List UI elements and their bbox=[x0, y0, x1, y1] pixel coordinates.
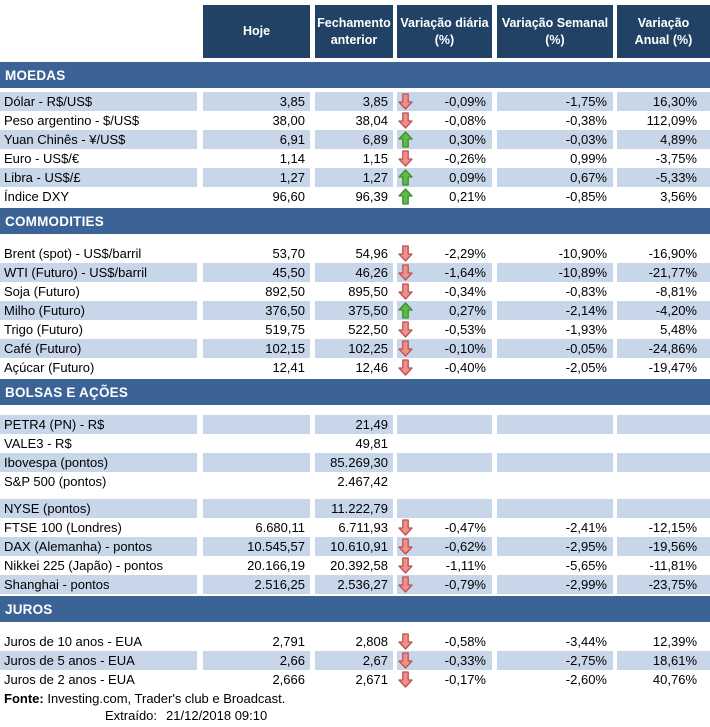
table-row bbox=[0, 149, 710, 168]
up-arrow-icon bbox=[397, 131, 413, 148]
table-row bbox=[0, 130, 710, 149]
variacao-diaria-value: -0,08% bbox=[444, 113, 486, 128]
variacao-diaria-value: 0,21% bbox=[449, 189, 486, 204]
table-row bbox=[0, 244, 710, 263]
variacao-diaria-value: -0,34% bbox=[444, 284, 486, 299]
cell-fechamento-anterior: 1,27 bbox=[310, 168, 393, 187]
cell-variacao-diaria bbox=[393, 537, 492, 556]
variacao-diaria-value: -0,09% bbox=[444, 94, 486, 109]
cell-hoje: 3,85 bbox=[197, 92, 310, 111]
cell-variacao-semanal: -0,03% bbox=[492, 130, 613, 149]
row-label: Trigo (Futuro) bbox=[4, 322, 83, 337]
table-row bbox=[0, 670, 710, 689]
variacao-diaria-value: -0,26% bbox=[444, 151, 486, 166]
cell-variacao-diaria bbox=[393, 320, 492, 339]
cell-hoje bbox=[197, 472, 310, 491]
cell-variacao-semanal: -0,05% bbox=[492, 339, 613, 358]
cell-fechamento-anterior: 12,46 bbox=[310, 358, 393, 377]
cell-fechamento-anterior: 20.392,58 bbox=[310, 556, 393, 575]
cell-variacao-diaria bbox=[393, 111, 492, 130]
table-row bbox=[0, 499, 710, 518]
row-label: Dólar - R$/US$ bbox=[0, 92, 197, 111]
down-arrow-icon bbox=[397, 283, 413, 300]
down-arrow-icon bbox=[397, 340, 413, 357]
cell-variacao-anual: -4,20% bbox=[613, 301, 710, 320]
row-label: NYSE (pontos) bbox=[0, 499, 197, 518]
cell-variacao-diaria bbox=[393, 434, 492, 453]
table-row bbox=[0, 556, 710, 575]
table-row bbox=[0, 111, 710, 130]
cell-variacao-diaria bbox=[393, 149, 492, 168]
down-arrow-icon bbox=[397, 93, 413, 110]
table-body bbox=[0, 62, 710, 689]
cell-variacao-semanal: -2,14% bbox=[492, 301, 613, 320]
cell-variacao-anual bbox=[613, 415, 710, 434]
up-arrow-icon bbox=[397, 302, 413, 319]
cell-variacao-anual: 12,39% bbox=[613, 632, 710, 651]
table-row bbox=[0, 453, 710, 472]
row-label: FTSE 100 (Londres) bbox=[4, 520, 122, 535]
cell-fechamento-anterior: 2,671 bbox=[310, 670, 393, 689]
down-arrow-icon bbox=[397, 671, 413, 688]
cell-variacao-anual: 4,89% bbox=[613, 130, 710, 149]
cell-hoje: 12,41 bbox=[197, 358, 310, 377]
cell-variacao-diaria bbox=[393, 244, 492, 263]
cell-variacao-diaria bbox=[393, 472, 492, 491]
cell-variacao-diaria bbox=[393, 575, 492, 594]
row-label: WTI (Futuro) - US$/barril bbox=[0, 263, 197, 282]
variacao-diaria-value: -0,62% bbox=[444, 539, 486, 554]
table-row bbox=[0, 575, 710, 594]
cell-fechamento-anterior: 85.269,30 bbox=[310, 453, 393, 472]
variacao-diaria-value: -0,47% bbox=[444, 520, 486, 535]
cell-fechamento-anterior: 2.467,42 bbox=[310, 472, 393, 491]
cell-variacao-diaria bbox=[393, 130, 492, 149]
cell-hoje: 102,15 bbox=[197, 339, 310, 358]
cell-variacao-semanal bbox=[492, 472, 613, 491]
column-header-fechamento-anterior: Fechamento anterior bbox=[310, 5, 393, 58]
cell-fechamento-anterior: 46,26 bbox=[310, 263, 393, 282]
cell-variacao-semanal: -10,89% bbox=[492, 263, 613, 282]
row-label: Soja (Futuro) bbox=[4, 284, 80, 299]
cell-variacao-diaria bbox=[393, 168, 492, 187]
cell-variacao-semanal: -2,05% bbox=[492, 358, 613, 377]
cell-hoje: 20.166,19 bbox=[197, 556, 310, 575]
cell-hoje: 2,791 bbox=[197, 632, 310, 651]
table-row bbox=[0, 651, 710, 670]
row-label: Juros de 5 anos - EUA bbox=[0, 651, 197, 670]
variacao-diaria-value: -0,10% bbox=[444, 341, 486, 356]
row-label: Café (Futuro) bbox=[0, 339, 197, 358]
variacao-diaria-value: -0,58% bbox=[444, 634, 486, 649]
cell-hoje: 38,00 bbox=[197, 111, 310, 130]
cell-variacao-anual: -3,75% bbox=[613, 149, 710, 168]
down-arrow-icon bbox=[397, 633, 413, 650]
cell-variacao-semanal: -2,60% bbox=[492, 670, 613, 689]
cell-variacao-semanal: -0,85% bbox=[492, 187, 613, 206]
variacao-diaria-value: 0,27% bbox=[449, 303, 486, 318]
row-label: Libra - US$/£ bbox=[0, 168, 197, 187]
section-header-commodities: COMMODITIES bbox=[0, 208, 710, 234]
down-arrow-icon bbox=[397, 359, 413, 376]
cell-variacao-anual: -23,75% bbox=[613, 575, 710, 594]
cell-variacao-semanal: -10,90% bbox=[492, 244, 613, 263]
row-label: Índice DXY bbox=[4, 189, 70, 204]
cell-variacao-diaria bbox=[393, 339, 492, 358]
row-label: Yuan Chinês - ¥/US$ bbox=[0, 130, 197, 149]
table-header bbox=[0, 5, 710, 58]
cell-hoje: 2,666 bbox=[197, 670, 310, 689]
down-arrow-icon bbox=[397, 112, 413, 129]
cell-fechamento-anterior: 49,81 bbox=[310, 434, 393, 453]
variacao-diaria-value: -0,53% bbox=[444, 322, 486, 337]
table-row bbox=[0, 187, 710, 206]
cell-fechamento-anterior: 6.711,93 bbox=[310, 518, 393, 537]
cell-hoje bbox=[197, 453, 310, 472]
row-label: Milho (Futuro) bbox=[0, 301, 197, 320]
table-row bbox=[0, 358, 710, 377]
row-label: Juros de 2 anos - EUA bbox=[4, 672, 135, 687]
cell-variacao-anual: 3,56% bbox=[613, 187, 710, 206]
cell-variacao-anual bbox=[613, 499, 710, 518]
cell-variacao-anual: 16,30% bbox=[613, 92, 710, 111]
cell-hoje: 2.516,25 bbox=[197, 575, 310, 594]
source-label: Fonte: bbox=[4, 691, 44, 706]
cell-hoje: 10.545,57 bbox=[197, 537, 310, 556]
cell-variacao-diaria bbox=[393, 282, 492, 301]
row-label: Juros de 10 anos - EUA bbox=[4, 634, 143, 649]
down-arrow-icon bbox=[397, 245, 413, 262]
cell-fechamento-anterior: 96,39 bbox=[310, 187, 393, 206]
table-footer bbox=[0, 690, 710, 724]
table-row bbox=[0, 415, 710, 434]
cell-variacao-diaria bbox=[393, 187, 492, 206]
cell-variacao-diaria bbox=[393, 415, 492, 434]
cell-variacao-anual: -19,56% bbox=[613, 537, 710, 556]
cell-fechamento-anterior: 375,50 bbox=[310, 301, 393, 320]
extracted-line bbox=[0, 707, 710, 724]
cell-hoje: 45,50 bbox=[197, 263, 310, 282]
table-row bbox=[0, 282, 710, 301]
cell-variacao-semanal bbox=[492, 434, 613, 453]
cell-variacao-anual: -16,90% bbox=[613, 244, 710, 263]
cell-variacao-semanal: -3,44% bbox=[492, 632, 613, 651]
table-row bbox=[0, 472, 710, 491]
column-header-variacao-anual: Variação Anual (%) bbox=[613, 5, 710, 58]
down-arrow-icon bbox=[397, 519, 413, 536]
cell-variacao-semanal: -2,75% bbox=[492, 651, 613, 670]
cell-variacao-anual: 112,09% bbox=[613, 111, 710, 130]
section-header-bolsas-e-acoes: BOLSAS E AÇÕES bbox=[0, 379, 710, 405]
cell-variacao-anual bbox=[613, 453, 710, 472]
row-label: Peso argentino - $/US$ bbox=[4, 113, 140, 128]
cell-variacao-anual bbox=[613, 434, 710, 453]
cell-fechamento-anterior: 895,50 bbox=[310, 282, 393, 301]
cell-fechamento-anterior: 6,89 bbox=[310, 130, 393, 149]
cell-variacao-anual: -5,33% bbox=[613, 168, 710, 187]
cell-variacao-anual: -8,81% bbox=[613, 282, 710, 301]
extracted-timestamp: 21/12/2018 09:10 bbox=[166, 708, 268, 723]
cell-hoje: 1,27 bbox=[197, 168, 310, 187]
cell-variacao-semanal bbox=[492, 499, 613, 518]
row-label: VALE3 - R$ bbox=[4, 436, 72, 451]
cell-variacao-anual: -21,77% bbox=[613, 263, 710, 282]
cell-variacao-anual: 18,61% bbox=[613, 651, 710, 670]
cell-hoje: 53,70 bbox=[197, 244, 310, 263]
cell-variacao-semanal: -0,38% bbox=[492, 111, 613, 130]
row-label: Brent (spot) - US$/barril bbox=[4, 246, 142, 261]
cell-hoje: 6,91 bbox=[197, 130, 310, 149]
table-row bbox=[0, 339, 710, 358]
cell-variacao-diaria bbox=[393, 670, 492, 689]
cell-variacao-semanal: -1,93% bbox=[492, 320, 613, 339]
cell-variacao-semanal: -5,65% bbox=[492, 556, 613, 575]
variacao-diaria-value: -1,64% bbox=[444, 265, 486, 280]
cell-variacao-semanal bbox=[492, 415, 613, 434]
cell-variacao-diaria bbox=[393, 263, 492, 282]
cell-variacao-semanal bbox=[492, 453, 613, 472]
cell-hoje: 376,50 bbox=[197, 301, 310, 320]
row-label: Shanghai - pontos bbox=[0, 575, 197, 594]
cell-variacao-diaria bbox=[393, 518, 492, 537]
variacao-diaria-value: 0,30% bbox=[449, 132, 486, 147]
row-label: DAX (Alemanha) - pontos bbox=[0, 537, 197, 556]
cell-hoje bbox=[197, 415, 310, 434]
row-label: Euro - US$/€ bbox=[4, 151, 80, 166]
column-header-variacao-semanal: Variação Semanal (%) bbox=[492, 5, 613, 58]
cell-variacao-anual: 40,76% bbox=[613, 670, 710, 689]
cell-variacao-diaria bbox=[393, 556, 492, 575]
cell-fechamento-anterior: 2.536,27 bbox=[310, 575, 393, 594]
down-arrow-icon bbox=[397, 321, 413, 338]
cell-variacao-anual: -24,86% bbox=[613, 339, 710, 358]
variacao-diaria-value: 0,09% bbox=[449, 170, 486, 185]
table-row bbox=[0, 518, 710, 537]
section-header-juros: JUROS bbox=[0, 596, 710, 622]
cell-hoje: 6.680,11 bbox=[197, 518, 310, 537]
table-row bbox=[0, 263, 710, 282]
corner-blank-cell bbox=[0, 5, 197, 58]
cell-variacao-diaria bbox=[393, 499, 492, 518]
cell-variacao-diaria bbox=[393, 453, 492, 472]
down-arrow-icon bbox=[397, 557, 413, 574]
cell-variacao-diaria bbox=[393, 632, 492, 651]
variacao-diaria-value: -0,79% bbox=[444, 577, 486, 592]
row-label: PETR4 (PN) - R$ bbox=[0, 415, 197, 434]
up-arrow-icon bbox=[397, 169, 413, 186]
cell-fechamento-anterior: 2,808 bbox=[310, 632, 393, 651]
section-header-moedas: MOEDAS bbox=[0, 62, 710, 88]
row-label: S&P 500 (pontos) bbox=[4, 474, 107, 489]
cell-hoje: 2,66 bbox=[197, 651, 310, 670]
cell-fechamento-anterior: 21,49 bbox=[310, 415, 393, 434]
cell-variacao-semanal: -2,99% bbox=[492, 575, 613, 594]
cell-hoje: 96,60 bbox=[197, 187, 310, 206]
source-text: Investing.com, Trader's club e Broadcast. bbox=[47, 691, 286, 706]
cell-hoje: 1,14 bbox=[197, 149, 310, 168]
cell-fechamento-anterior: 3,85 bbox=[310, 92, 393, 111]
cell-variacao-anual: 5,48% bbox=[613, 320, 710, 339]
cell-hoje bbox=[197, 499, 310, 518]
cell-variacao-diaria bbox=[393, 651, 492, 670]
cell-hoje bbox=[197, 434, 310, 453]
up-arrow-icon bbox=[397, 188, 413, 205]
down-arrow-icon bbox=[397, 264, 413, 281]
extracted-label: Extraído: bbox=[105, 708, 158, 723]
variacao-diaria-value: -0,33% bbox=[444, 653, 486, 668]
table-row bbox=[0, 537, 710, 556]
cell-variacao-semanal: -0,83% bbox=[492, 282, 613, 301]
cell-variacao-diaria bbox=[393, 358, 492, 377]
cell-fechamento-anterior: 2,67 bbox=[310, 651, 393, 670]
cell-fechamento-anterior: 54,96 bbox=[310, 244, 393, 263]
variacao-diaria-value: -0,40% bbox=[444, 360, 486, 375]
cell-hoje: 519,75 bbox=[197, 320, 310, 339]
down-arrow-icon bbox=[397, 538, 413, 555]
row-label: Ibovespa (pontos) bbox=[0, 453, 197, 472]
cell-variacao-anual: -11,81% bbox=[613, 556, 710, 575]
cell-variacao-diaria bbox=[393, 92, 492, 111]
variacao-diaria-value: -0,17% bbox=[444, 672, 486, 687]
cell-fechamento-anterior: 522,50 bbox=[310, 320, 393, 339]
cell-fechamento-anterior: 38,04 bbox=[310, 111, 393, 130]
cell-variacao-semanal: 0,67% bbox=[492, 168, 613, 187]
down-arrow-icon bbox=[397, 150, 413, 167]
table-row bbox=[0, 434, 710, 453]
cell-variacao-anual bbox=[613, 472, 710, 491]
row-spacer bbox=[0, 491, 710, 499]
cell-fechamento-anterior: 102,25 bbox=[310, 339, 393, 358]
source-line bbox=[0, 690, 710, 707]
down-arrow-icon bbox=[397, 576, 413, 593]
table-row bbox=[0, 92, 710, 111]
cell-variacao-semanal: -1,75% bbox=[492, 92, 613, 111]
down-arrow-icon bbox=[397, 652, 413, 669]
cell-variacao-semanal: -2,41% bbox=[492, 518, 613, 537]
table-row bbox=[0, 301, 710, 320]
cell-fechamento-anterior: 1,15 bbox=[310, 149, 393, 168]
cell-hoje: 892,50 bbox=[197, 282, 310, 301]
cell-variacao-anual: -19,47% bbox=[613, 358, 710, 377]
cell-fechamento-anterior: 10.610,91 bbox=[310, 537, 393, 556]
cell-variacao-diaria bbox=[393, 301, 492, 320]
table-row bbox=[0, 320, 710, 339]
column-header-variacao-diaria: Variação diária (%) bbox=[393, 5, 492, 58]
column-header-hoje: Hoje bbox=[197, 5, 310, 58]
variacao-diaria-value: -2,29% bbox=[444, 246, 486, 261]
cell-variacao-anual: -12,15% bbox=[613, 518, 710, 537]
table-row bbox=[0, 168, 710, 187]
cell-variacao-semanal: 0,99% bbox=[492, 149, 613, 168]
table-row bbox=[0, 632, 710, 651]
row-label: Nikkei 225 (Japão) - pontos bbox=[4, 558, 163, 573]
cell-fechamento-anterior: 11.222,79 bbox=[310, 499, 393, 518]
variacao-diaria-value: -1,11% bbox=[445, 558, 486, 573]
row-label: Açúcar (Futuro) bbox=[4, 360, 95, 375]
cell-variacao-semanal: -2,95% bbox=[492, 537, 613, 556]
